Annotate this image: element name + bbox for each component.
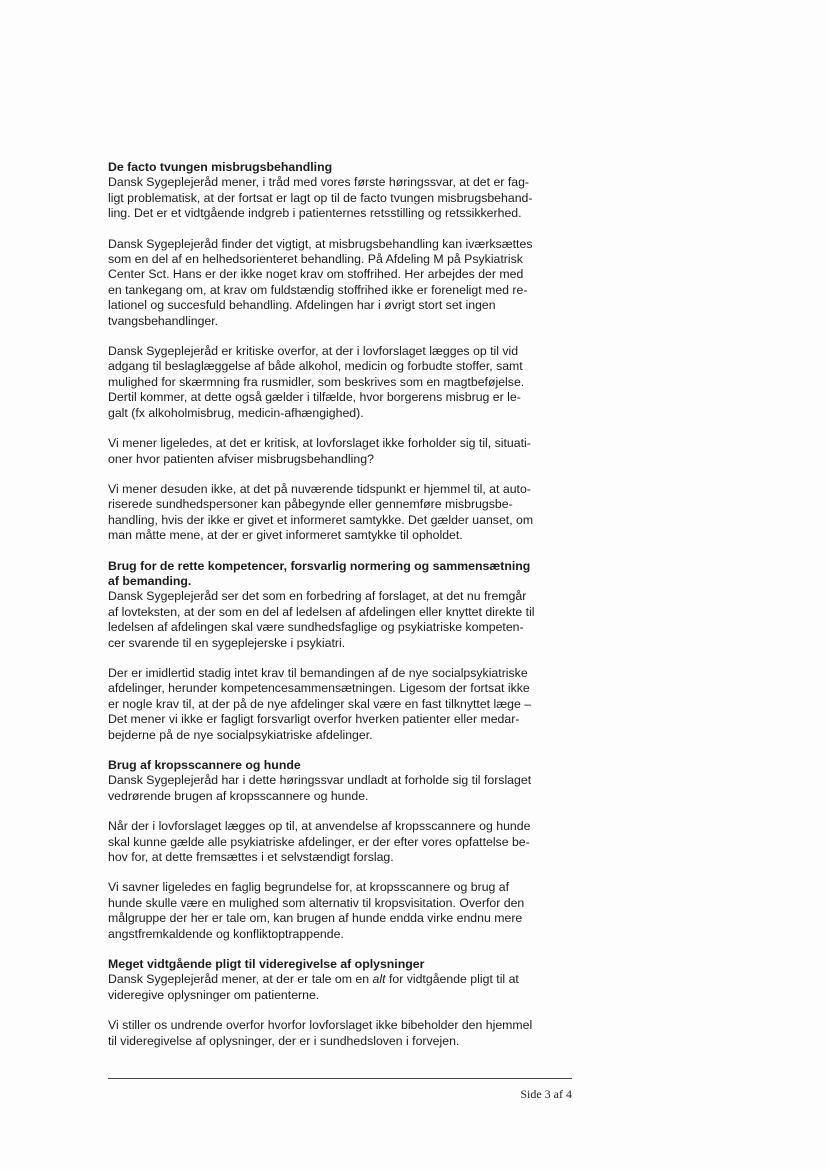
text-line: oner hvor patienten afviser misbrugsbehandling? xyxy=(108,451,374,466)
paragraph xyxy=(108,436,572,467)
text-line: bejderne på de nye socialpsykiatriske afdelinger. xyxy=(108,727,373,742)
text-line: Dertil kommer, at dette også gælder i tilfælde, hvor borgerens misbrug er le- xyxy=(108,390,521,405)
paragraph xyxy=(108,972,572,1003)
section-heading-continued: af bemanding. xyxy=(108,573,192,588)
text-line: Dansk Sygeplejeråd mener, i tråd med vores første høringssvar, at det er fag- xyxy=(108,175,530,190)
section-tvungen-misbrugsbehandling xyxy=(108,160,572,544)
text-fragment: Dansk Sygeplejeråd mener, at der er tale om en xyxy=(108,972,373,987)
page-number: Side 3 af 4 xyxy=(520,1087,572,1101)
text-line: Når der i lovforslaget lægges op til, at anvendelse af kropsscannere og hunde xyxy=(108,819,531,834)
text-fragment: for vidtgående pligt til at xyxy=(385,972,519,987)
section-heading: Brug af kropsscannere og hunde xyxy=(108,758,301,772)
section-heading: De facto tvungen misbrugsbehandling xyxy=(108,160,333,174)
text-line: man måtte mene, at der er givet informeret samtykke til opholdet. xyxy=(108,528,463,543)
paragraph xyxy=(108,175,572,221)
paragraph xyxy=(108,773,572,804)
section-videregivelse-oplysninger xyxy=(108,957,572,1049)
text-line: af lovteksten, at der som en del af ledelsen af afdelingen eller knyttet direkte til xyxy=(108,604,535,619)
document-body xyxy=(108,160,572,1064)
text-line: Dansk Sygeplejeråd ser det som en forbedring af forslaget, at det nu fremgår xyxy=(108,589,527,604)
paragraph xyxy=(108,1018,572,1049)
text-line xyxy=(108,972,572,987)
text-line: Der er imidlertid stadig intet krav til bemandingen af de nye socialpsykiatriske xyxy=(108,665,528,680)
paragraph xyxy=(108,237,572,329)
paragraph xyxy=(108,482,572,544)
text-line: Dansk Sygeplejeråd har i dette høringssvar undladt at forholde sig til forslaget xyxy=(108,773,532,788)
text-line: Det mener vi ikke er fagligt forsvarligt overfor hverken patienter eller medar- xyxy=(108,712,520,727)
section-heading: Brug for de rette kompetencer, forsvarlig normering og sammensætning xyxy=(108,558,531,573)
text-line: Vi stiller os undrende overfor hvorfor lovforslaget ikke bibeholder den hjemmel xyxy=(108,1018,533,1033)
text-line: cer svarende til en sygeplejerske i psykiatri. xyxy=(108,635,346,650)
paragraph xyxy=(108,819,572,865)
text-line: tvangsbehandlinger. xyxy=(108,313,219,328)
text-line: er nogle krav til, at der på de nye afdelinger skal være en fast tilknyttet læge – xyxy=(108,696,532,711)
italic-emphasis: alt xyxy=(372,972,386,987)
section-kropsscannere-hunde xyxy=(108,758,572,942)
text-line: adgang til beslaglæggelse af både alkohol, medicin og forbudte stoffer, samt xyxy=(108,359,523,374)
paragraph xyxy=(108,880,572,942)
text-line: ledelsen af afdelingen skal være sundhedsfaglige og psykiatriske kompeten- xyxy=(108,620,524,635)
paragraph xyxy=(108,589,572,651)
text-line: Vi mener desuden ikke, at det på nuværende tidspunkt er hjemmel til, at auto- xyxy=(108,481,531,496)
text-line: målgruppe der her er tale om, kan brugen af hunde endda virke endnu mere xyxy=(108,911,523,926)
text-line: afdelinger, herunder kompetencesammensætningen. Ligesom der fortsat ikke xyxy=(108,681,530,696)
text-line: skal kunne gælde alle psykiatriske afdelinger, er der efter vores opfattelse be- xyxy=(108,834,530,849)
text-line: vedrørende brugen af kropsscannere og hunde. xyxy=(108,788,369,803)
text-line: Vi savner ligeledes en faglig begrundelse for, at kropsscannere og brug af xyxy=(108,880,510,895)
text-line: handling, hvis der ikke er givet et informeret samtykke. Det gælder uanset, om xyxy=(108,512,534,527)
text-line: mulighed for skærmning fra rusmidler, som beskrives som en magtbeføjelse. xyxy=(108,374,525,389)
text-line: Dansk Sygeplejeråd er kritiske overfor, at der i lovforslaget lægges op til vid xyxy=(108,344,519,359)
paragraph xyxy=(108,344,572,421)
text-line: en tankegang om, at krav om fuldstændig stoffrihed ikke er foreneligt med re- xyxy=(108,282,528,297)
paragraph xyxy=(108,666,572,743)
text-line: ling. Det er et vidtgående indgreb i patienternes retsstilling og retssikkerhed. xyxy=(108,206,522,221)
section-heading: Meget vidtgående pligt til videregivelse af oplysninger xyxy=(108,957,425,972)
text-line: hov for, at dette fremsættes i et selvstændigt forslag. xyxy=(108,850,394,865)
text-line: som en del af en helhedsorienteret behandling. På Afdeling M på Psykiatrisk xyxy=(108,252,523,267)
text-line: til videregivelse af oplysninger, der er i sundhedsloven i forvejen. xyxy=(108,1033,460,1048)
text-line: galt (fx alkoholmisbrug, medicin-afhængighed). xyxy=(108,405,364,420)
text-line: videregive oplysninger om patienterne. xyxy=(108,987,320,1002)
text-line: Center Sct. Hans er der ikke noget krav om stoffrihed. Her arbejdes der med xyxy=(108,267,524,282)
footer-divider xyxy=(108,1078,572,1079)
text-line: angstfremkaldende og konfliktoptrappende. xyxy=(108,926,344,941)
text-line: ligt problematisk, at der fortsat er lagt op til de facto tvungen misbrugsbehand- xyxy=(108,190,533,205)
text-line: Dansk Sygeplejeråd finder det vigtigt, at misbrugsbehandling kan iværksættes xyxy=(108,236,533,251)
text-line: hunde skulle være en mulighed som alternativ til kropsvisitation. Overfor den xyxy=(108,895,525,910)
text-line: riserede sundhedspersoner kan påbegynde eller gennemføre misbrugsbe- xyxy=(108,497,513,512)
section-kompetencer-normering xyxy=(108,559,572,743)
text-line: lationel og succesfuld behandling. Afdelingen har i øvrigt stort set ingen xyxy=(108,298,496,313)
text-line: Vi mener ligeledes, at det er kritisk, at lovforslaget ikke forholder sig til, situati- xyxy=(108,436,531,451)
